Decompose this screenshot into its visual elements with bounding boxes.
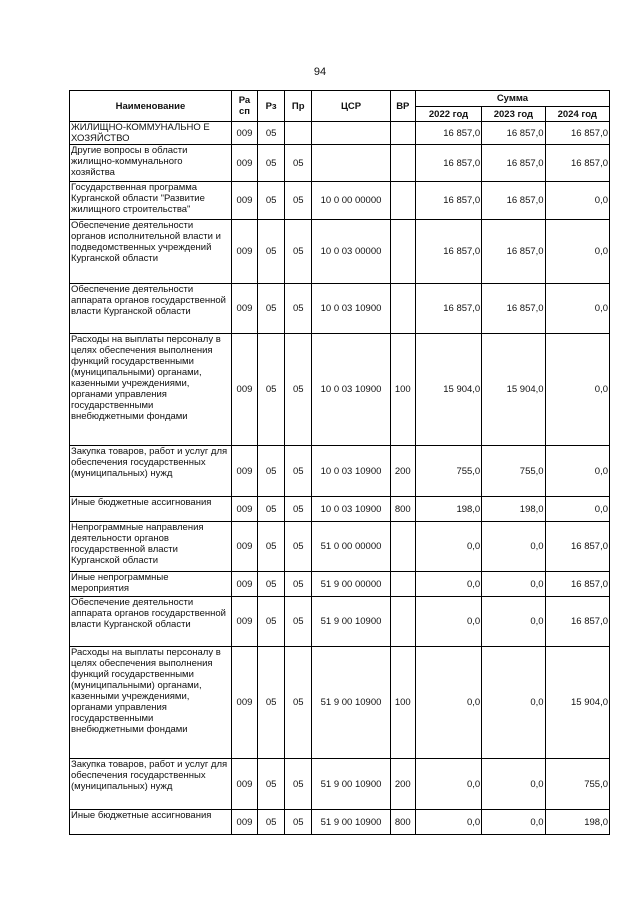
header-rasp: Ра сп (231, 91, 257, 122)
table-row (70, 182, 610, 220)
row-name: Иные бюджетные ассигнования (70, 497, 232, 522)
row-sum-2022: 0,0 (415, 810, 481, 835)
row-sum-2022: 0,0 (415, 572, 481, 597)
table-row (70, 284, 610, 334)
row-sum-2022: 16 857,0 (415, 122, 481, 145)
row-rasp: 009 (231, 182, 257, 220)
row-sum-2024: 198,0 (545, 810, 609, 835)
row-sum-2023: 0,0 (482, 522, 545, 572)
row-vr: 800 (390, 497, 415, 522)
table-row (70, 122, 610, 145)
table-row (70, 597, 610, 647)
table-row (70, 572, 610, 597)
row-vr (390, 284, 415, 334)
row-rasp: 009 (231, 497, 257, 522)
row-sum-2023: 0,0 (482, 810, 545, 835)
header-pr: Пр (285, 91, 312, 122)
table-body (70, 122, 610, 835)
row-vr: 200 (390, 446, 415, 497)
header-2024: 2024 год (545, 107, 609, 122)
table-row (70, 759, 610, 810)
row-pr: 05 (285, 522, 312, 572)
row-pr: 05 (285, 220, 312, 284)
row-sum-2022: 0,0 (415, 759, 481, 810)
row-sum-2022: 16 857,0 (415, 182, 481, 220)
row-sum-2024: 16 857,0 (545, 572, 609, 597)
row-name: Непрограммные направления деятельности органов государственной власти Курганской области (70, 522, 232, 572)
row-name: Закупка товаров, работ и услуг для обеспечения государственных (муниципальных) нужд (70, 446, 232, 497)
row-csr: 10 0 03 10900 (312, 446, 390, 497)
table-row (70, 334, 610, 446)
row-name: ЖИЛИЩНО-КОММУНАЛЬНО Е ХОЗЯЙСТВО (70, 122, 232, 145)
row-rasp: 009 (231, 334, 257, 446)
row-pr (285, 122, 312, 145)
row-csr: 51 9 00 10900 (312, 647, 390, 759)
row-rz: 05 (258, 810, 285, 835)
row-pr: 05 (285, 284, 312, 334)
row-csr: 51 9 00 10900 (312, 810, 390, 835)
row-csr: 51 9 00 10900 (312, 597, 390, 647)
row-rasp: 009 (231, 446, 257, 497)
row-name: Государственная программа Курганской области "Развитие жилищного строительства" (70, 182, 232, 220)
row-rasp: 009 (231, 284, 257, 334)
row-csr: 51 0 00 00000 (312, 522, 390, 572)
row-sum-2024: 16 857,0 (545, 145, 609, 182)
row-name: Обеспечение деятельности аппарата органов государственной власти Курганской области (70, 284, 232, 334)
row-vr (390, 122, 415, 145)
row-sum-2022: 16 857,0 (415, 145, 481, 182)
row-sum-2023: 0,0 (482, 759, 545, 810)
row-sum-2024: 0,0 (545, 497, 609, 522)
row-vr: 100 (390, 334, 415, 446)
row-sum-2024: 755,0 (545, 759, 609, 810)
row-name: Иные бюджетные ассигнования (70, 810, 232, 835)
row-rz: 05 (258, 334, 285, 446)
row-csr (312, 122, 390, 145)
row-sum-2023: 16 857,0 (482, 284, 545, 334)
row-sum-2022: 0,0 (415, 522, 481, 572)
row-rz: 05 (258, 597, 285, 647)
row-sum-2022: 0,0 (415, 597, 481, 647)
row-pr: 05 (285, 759, 312, 810)
header-csr: ЦСР (312, 91, 390, 122)
row-csr: 51 9 00 10900 (312, 759, 390, 810)
row-sum-2024: 0,0 (545, 182, 609, 220)
row-pr: 05 (285, 334, 312, 446)
row-sum-2024: 16 857,0 (545, 597, 609, 647)
row-sum-2023: 0,0 (482, 647, 545, 759)
row-sum-2022: 755,0 (415, 446, 481, 497)
row-rasp: 009 (231, 572, 257, 597)
row-name: Иные непрограммные мероприятия (70, 572, 232, 597)
row-csr: 10 0 03 10900 (312, 284, 390, 334)
row-rasp: 009 (231, 810, 257, 835)
table-row (70, 647, 610, 759)
row-rz: 05 (258, 759, 285, 810)
row-sum-2024: 16 857,0 (545, 522, 609, 572)
row-sum-2024: 15 904,0 (545, 647, 609, 759)
row-sum-2023: 15 904,0 (482, 334, 545, 446)
row-rasp: 009 (231, 597, 257, 647)
row-rasp: 009 (231, 522, 257, 572)
row-rz: 05 (258, 497, 285, 522)
row-rz: 05 (258, 145, 285, 182)
row-csr: 10 0 00 00000 (312, 182, 390, 220)
row-pr: 05 (285, 145, 312, 182)
row-rz: 05 (258, 122, 285, 145)
table-row (70, 497, 610, 522)
row-rz: 05 (258, 182, 285, 220)
row-rz: 05 (258, 522, 285, 572)
row-sum-2024: 0,0 (545, 446, 609, 497)
header-vr: ВР (390, 91, 415, 122)
row-sum-2023: 16 857,0 (482, 220, 545, 284)
header-2022: 2022 год (415, 107, 481, 122)
row-csr: 10 0 03 10900 (312, 497, 390, 522)
row-vr: 200 (390, 759, 415, 810)
row-rasp: 009 (231, 145, 257, 182)
table-row (70, 810, 610, 835)
row-csr (312, 145, 390, 182)
row-sum-2024: 16 857,0 (545, 122, 609, 145)
row-rz: 05 (258, 572, 285, 597)
row-rasp: 009 (231, 122, 257, 145)
row-rasp: 009 (231, 647, 257, 759)
row-pr: 05 (285, 572, 312, 597)
row-sum-2023: 16 857,0 (482, 145, 545, 182)
row-rz: 05 (258, 284, 285, 334)
row-csr: 10 0 03 10900 (312, 334, 390, 446)
row-vr (390, 597, 415, 647)
row-sum-2023: 0,0 (482, 572, 545, 597)
row-rasp: 009 (231, 759, 257, 810)
row-vr (390, 572, 415, 597)
row-rz: 05 (258, 647, 285, 759)
header-rz: Рз (258, 91, 285, 122)
row-vr (390, 145, 415, 182)
row-vr (390, 522, 415, 572)
table-row (70, 522, 610, 572)
row-sum-2022: 15 904,0 (415, 334, 481, 446)
row-name: Обеспечение деятельности органов исполнительной власти и подведомственных учреждений Курганской области (70, 220, 232, 284)
row-vr: 100 (390, 647, 415, 759)
row-sum-2023: 16 857,0 (482, 122, 545, 145)
row-name: Расходы на выплаты персоналу в целях обеспечения выполнения функций государственными (муниципальными) органами, казенными учреждениями, органами управления государственными внебюджетными фондами (70, 334, 232, 446)
row-pr: 05 (285, 497, 312, 522)
row-pr: 05 (285, 647, 312, 759)
row-sum-2024: 0,0 (545, 334, 609, 446)
table-row (70, 145, 610, 182)
row-name: Обеспечение деятельности аппарата органов государственной власти Курганской области (70, 597, 232, 647)
row-sum-2022: 0,0 (415, 647, 481, 759)
row-pr: 05 (285, 810, 312, 835)
table-row (70, 446, 610, 497)
row-pr: 05 (285, 446, 312, 497)
header-name: Наименование (70, 91, 232, 122)
row-sum-2024: 0,0 (545, 220, 609, 284)
row-sum-2023: 198,0 (482, 497, 545, 522)
row-csr: 10 0 03 00000 (312, 220, 390, 284)
row-pr: 05 (285, 597, 312, 647)
row-name: Другие вопросы в области жилищно-коммунального хозяйства (70, 145, 232, 182)
page-number: 94 (313, 66, 327, 78)
row-sum-2023: 16 857,0 (482, 182, 545, 220)
row-sum-2023: 755,0 (482, 446, 545, 497)
table-row (70, 220, 610, 284)
row-sum-2023: 0,0 (482, 597, 545, 647)
header-2023: 2023 год (482, 107, 545, 122)
row-name: Закупка товаров, работ и услуг для обеспечения государственных (муниципальных) нужд (70, 759, 232, 810)
row-vr (390, 220, 415, 284)
row-csr: 51 9 00 00000 (312, 572, 390, 597)
row-rz: 05 (258, 446, 285, 497)
budget-table (69, 90, 610, 835)
row-vr (390, 182, 415, 220)
row-rasp: 009 (231, 220, 257, 284)
header-sum: Сумма (415, 91, 609, 107)
row-sum-2022: 16 857,0 (415, 284, 481, 334)
row-sum-2022: 16 857,0 (415, 220, 481, 284)
row-rz: 05 (258, 220, 285, 284)
row-sum-2022: 198,0 (415, 497, 481, 522)
row-vr: 800 (390, 810, 415, 835)
row-pr: 05 (285, 182, 312, 220)
row-name: Расходы на выплаты персоналу в целях обеспечения выполнения функций государственными (муниципальными) органами, казенными учреждениями, органами управления государственными внебюджетными фондами (70, 647, 232, 759)
row-sum-2024: 0,0 (545, 284, 609, 334)
